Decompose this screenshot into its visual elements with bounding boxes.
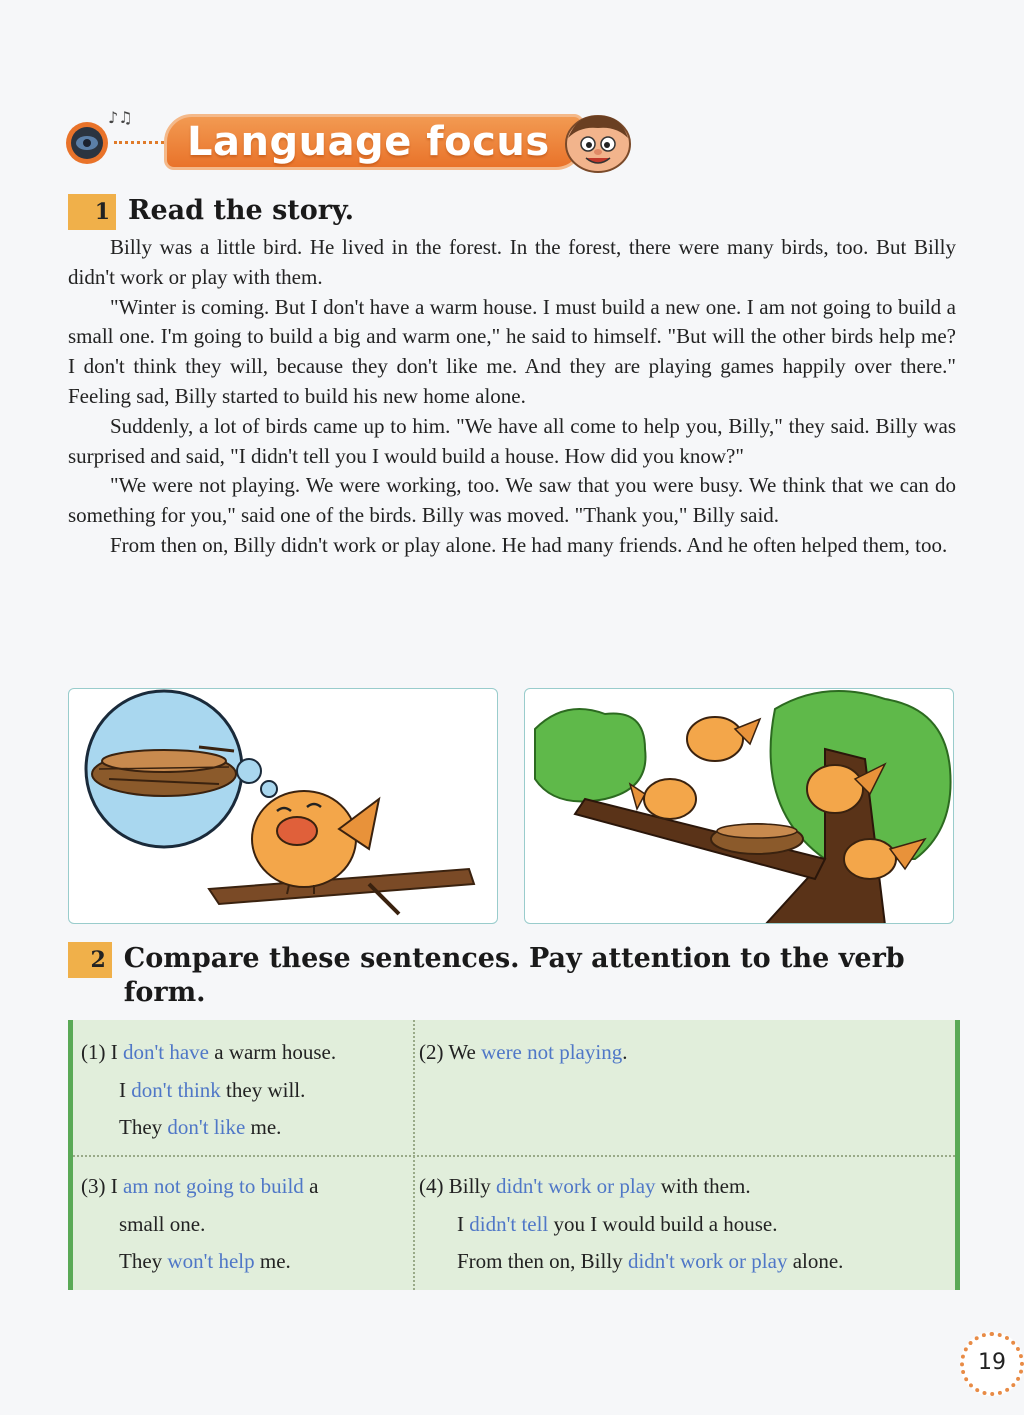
story-paragraph: Suddenly, a lot of birds came up to him. "We have all come to help you, Billy," they said. Billy was surprised and said, "I didn't tell you I would build a house. How did you know?": [68, 413, 956, 468]
sentence-text: with them.: [655, 1174, 751, 1198]
table-divider-horizontal: [73, 1155, 955, 1157]
verb-highlight: don't think: [131, 1077, 221, 1102]
section-number: 1: [68, 194, 116, 230]
story-paragraph: From then on, Billy didn't work or play alone. He had many friends. And he often helped them, too.: [110, 532, 948, 557]
sentence-text: (4) Billy: [419, 1174, 496, 1198]
story-text: [68, 233, 956, 561]
table-cell-3: [81, 1168, 318, 1281]
section-1-heading: [68, 194, 354, 230]
language-focus-header: [64, 108, 664, 178]
verb-highlight: were not playing: [481, 1040, 623, 1064]
sentence-text: a warm house.: [209, 1040, 337, 1064]
table-cell-2: [419, 1034, 627, 1072]
verb-highlight: won't help: [167, 1249, 255, 1273]
sentence-text: a: [303, 1174, 319, 1198]
story-paragraph: "We were not playing. We were working, too. We saw that you were busy. We think that we can do something for you," said one of the birds. Billy was moved. "Thank you," Billy said.: [68, 473, 956, 528]
verb-highlight: didn't work or play: [496, 1174, 656, 1198]
story-paragraph: Billy was a little bird. He lived in the forest. In the forest, there were many birds, too. But Billy didn't work or play with them.: [68, 235, 956, 289]
sentence-text: .: [622, 1040, 628, 1064]
verb-highlight: don't have: [122, 1040, 209, 1064]
sentence-text: From then on, Billy: [457, 1249, 628, 1273]
sentence-text: (2) We: [419, 1040, 482, 1064]
table-cell-4: [419, 1168, 843, 1281]
sentence-text: alone.: [787, 1249, 844, 1273]
sentence-text: They: [119, 1115, 168, 1139]
sentence-text: me.: [254, 1249, 291, 1273]
page-number-badge: [960, 1332, 1024, 1396]
verb-highlight: didn't tell: [469, 1211, 549, 1236]
section-title: Compare these sentences. Pay attention to the verb form.: [123, 943, 905, 1008]
sentence-text: I: [457, 1211, 470, 1236]
sentence-text: They: [119, 1249, 168, 1273]
story-paragraph: "Winter is coming. But I don't have a warm house. I must build a new one. I am not going to build a small one. I'm going to build a big and warm one," he said to himself. "But will the other birds help me? I don't think they will, because they don't like me. And they are playing games happily over there." Feeling sad, Billy started to build his new home alone.: [68, 294, 956, 408]
cartoon-face-icon: [558, 108, 638, 178]
sentence-text: you I would build a house.: [548, 1211, 778, 1236]
page-title: Language focus: [187, 119, 550, 165]
verb-highlight: didn't work or play: [627, 1249, 788, 1273]
table-cell-1: [81, 1034, 336, 1147]
sentence-text: I: [119, 1077, 132, 1102]
section-title: Read the story.: [128, 195, 354, 226]
illustration-bird-dreaming: [68, 688, 498, 924]
verb-highlight: am not going to build: [122, 1174, 304, 1198]
sentence-text: small one.: [119, 1211, 206, 1236]
sentence-text: they will.: [220, 1077, 306, 1102]
sentence-text: me.: [245, 1115, 282, 1139]
music-note-icon: ♪♫: [108, 108, 133, 127]
compare-sentences-table: [68, 1020, 960, 1290]
page-number: 19: [978, 1350, 1006, 1375]
sentence-text: (3) I: [81, 1174, 123, 1198]
verb-highlight: don't like: [167, 1115, 246, 1139]
title-banner: [164, 114, 584, 170]
sentence-text: (1) I: [81, 1040, 123, 1064]
illustration-birds-helping: [524, 688, 954, 924]
section-number: 2: [68, 942, 112, 978]
section-2-heading: [68, 942, 908, 1010]
speaker-icon: [64, 120, 110, 166]
